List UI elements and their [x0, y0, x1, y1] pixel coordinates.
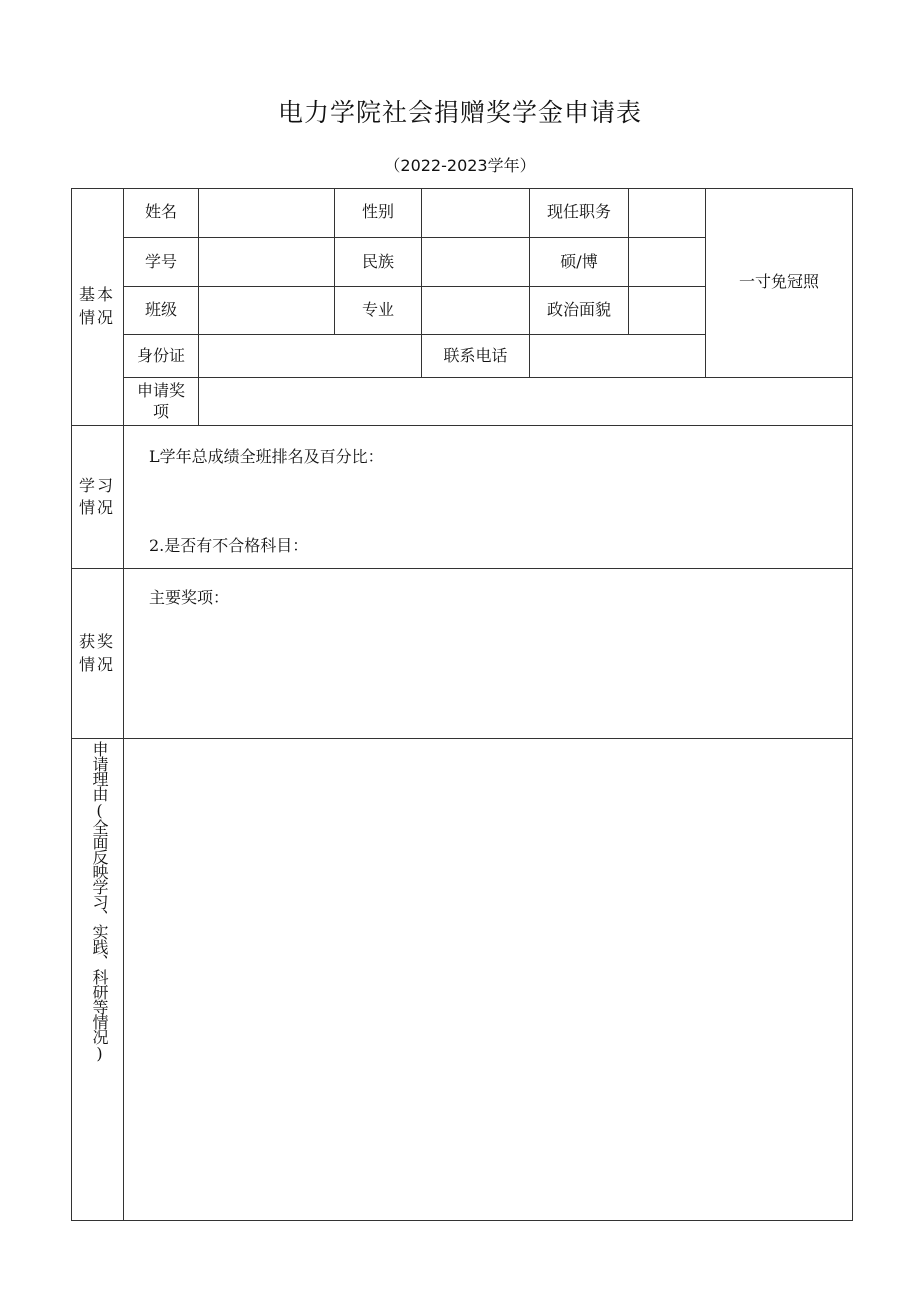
label-student-id: 学号 — [124, 238, 199, 287]
section-basic-label: 基本 情况 — [71, 188, 124, 426]
label-political-status: 政治面貌 — [530, 287, 629, 335]
photo-placeholder: 一寸免冠照 — [706, 188, 853, 378]
label-class: 班级 — [124, 287, 199, 335]
field-gender[interactable] — [422, 188, 530, 238]
study-ranking-text: L学年总成绩全班排名及百分比： — [149, 447, 384, 466]
field-ethnicity[interactable] — [422, 238, 530, 287]
field-id-card[interactable] — [199, 335, 422, 378]
label-phone: 联系电话 — [422, 335, 530, 378]
awards-content[interactable] — [124, 569, 853, 739]
label-major: 专业 — [335, 287, 422, 335]
field-class[interactable] — [199, 287, 335, 335]
field-name[interactable] — [199, 188, 335, 238]
academic-year: （2022-2023学年） — [384, 156, 536, 175]
label-ethnicity: 民族 — [335, 238, 422, 287]
section-awards-label: 获奖 情况 — [71, 569, 124, 739]
field-phone[interactable] — [530, 335, 706, 378]
study-failed-courses-text: 2.是否有不合格科目： — [149, 536, 309, 555]
section-study-label: 学习 情况 — [71, 426, 124, 569]
awards-main-text: 主要奖项： — [149, 588, 230, 607]
field-award-applied[interactable] — [199, 378, 853, 426]
field-position[interactable] — [629, 188, 706, 238]
field-major[interactable] — [422, 287, 530, 335]
label-gender: 性别 — [335, 188, 422, 238]
section-reason-label: 申请理由(全面反映学习、实践、科研等情况) — [71, 739, 124, 1221]
label-degree: 硕/博 — [530, 238, 629, 287]
field-degree[interactable] — [629, 238, 706, 287]
label-id-card: 身份证 — [124, 335, 199, 378]
label-name: 姓名 — [124, 188, 199, 238]
field-political-status[interactable] — [629, 287, 706, 335]
reason-content[interactable] — [124, 739, 853, 1221]
label-position: 现任职务 — [530, 188, 629, 238]
form-title: 电力学院社会捐赠奖学金申请表 — [277, 98, 642, 127]
label-award-applied: 申请奖 项 — [124, 378, 199, 426]
field-student-id[interactable] — [199, 238, 335, 287]
